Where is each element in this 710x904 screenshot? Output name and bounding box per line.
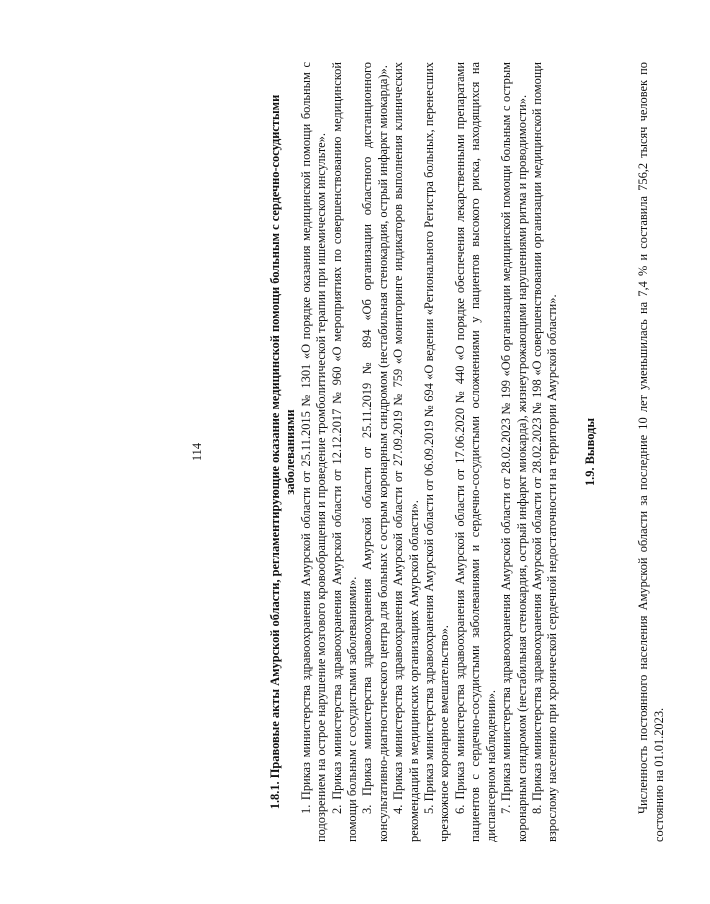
page-number: 114 (190, 442, 204, 462)
order-item: 5. Приказ министерства здравоохранения Амурской области от 06.09.2019 № 694 «О ведении «Регионального Регистра больных, перенесших чрезкожное коронарное вмешательство». (422, 62, 452, 842)
order-item: 4. Приказ министерства здравоохранения Амурской области от 27.09.2019 № 759 «О мониторинге индикаторов выполнения клинических рекомендаций в медицинских организациях Амурской области». (391, 62, 421, 842)
orders-list (299, 62, 561, 842)
order-item: 2. Приказ министерства здравоохранения Амурской области от 12.12.2017 № 960 «О мероприятиях по совершенствованию медицинской помощи больным с сосудистыми заболеваниями». (329, 62, 360, 842)
conclusions-heading: 1.9. Выводы (582, 418, 597, 487)
rotated-content (190, 62, 710, 842)
order-item: 7. Приказ министерства здравоохранения Амурской области от 28.02.2023 № 199 «Об организации медицинской помощи больным с острым коронарным синдромом (нестабильная стенокардия, острый инфаркт миокарда), жизнеугрожающими нарушениями ритма и проводимости». (499, 62, 529, 842)
order-item: 3. Приказ министерства здравоохранения Амурской области от 25.11.2019 № 894 «Об организации областного дистанционного консультативно-диагностического центра для больных с острым коронарным синдромом (нестабильная стенокардия, острый инфаркт миокарда)». (360, 62, 390, 842)
order-item: 8. Приказ министерства здравоохранения Амурской области от 28.02.2023 № 198 «О совершенствовании организации медицинской помощи взрослому населению при хронической сердечной недостаточности на территории Амурской области». (529, 62, 560, 842)
order-item: 1. Приказ министерства здравоохранения Амурской области от 25.11.2015 № 1301 «О порядке оказания медицинской помощи больным с подозрением на острое нарушение мозгового кровообращения и проведение тромболитической терапии при ишемическом инсульте». (298, 62, 329, 842)
conclusions-paragraph: Численность постоянного населения Амурской области за последние 10 лет уменьшилась на 7,4 % и составила 756,2 тысяч человек по состоянию на 01.01.2023. (636, 62, 666, 842)
section-heading: 1.8.1. Правовые акты Амурской области, регламентирующие оказание медицинской помощи больным с сердечно-сосудистыми заболеваниями (268, 94, 298, 810)
order-item: 6. Приказ министерства здравоохранения Амурской области от 17.06.2020 № 440 «О порядке обеспечения лекарственными препаратами пациентов с сердечно-сосудистыми заболеваниями и сердечно-сосудистыми осложнениями у пациентов высокого риска, находящихся на диспансерном наблюдении». (452, 62, 498, 842)
